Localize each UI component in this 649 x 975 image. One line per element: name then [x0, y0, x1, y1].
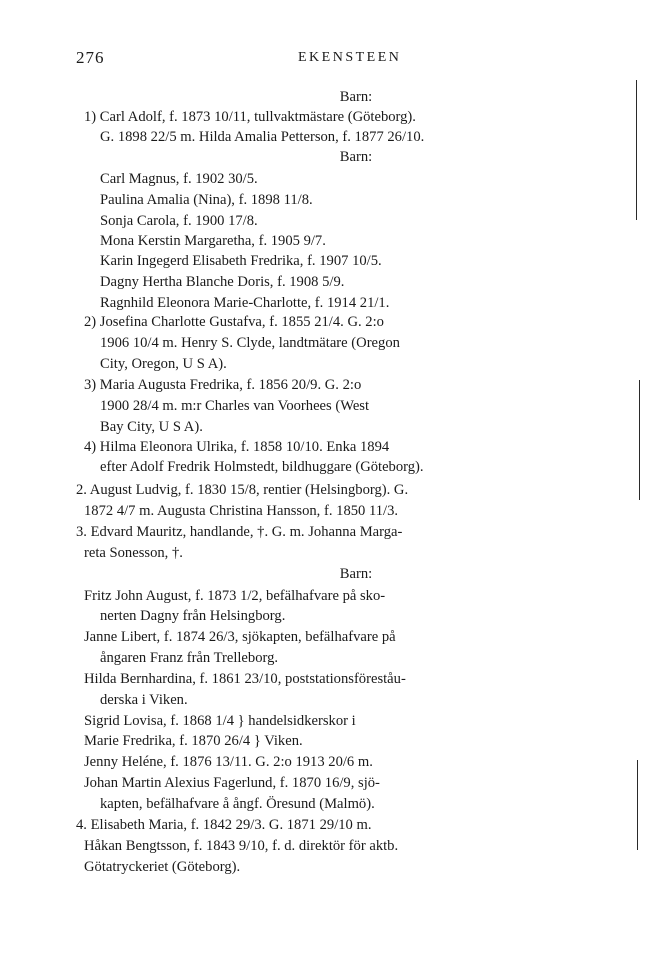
text-line: kapten, befälhafvare å ångf. Öresund (Malmö).	[100, 796, 375, 812]
page-edge-mark	[636, 80, 637, 220]
text-line: City, Oregon, U S A).	[100, 356, 227, 372]
text-line: Carl Magnus, f. 1902 30/5.	[100, 171, 258, 187]
text-line: Hilda Bernhardina, f. 1861 23/10, poststationsföreståu-	[84, 671, 406, 687]
text-line: reta Sonesson, †.	[84, 545, 183, 561]
text-line: 1906 10/4 m. Henry S. Clyde, landtmätare (Oregon	[100, 335, 400, 351]
page-edge-mark	[639, 380, 640, 500]
text-line: Mona Kerstin Margaretha, f. 1905 9/7.	[100, 233, 326, 249]
text-line: Fritz John August, f. 1873 1/2, befälhafvare på sko-	[84, 588, 386, 604]
text-line: G. 1898 22/5 m. Hilda Amalia Petterson, f. 1877 26/10.	[100, 129, 425, 145]
text-line: Håkan Bengtsson, f. 1843 9/10, f. d. direktör för aktb.	[84, 838, 399, 854]
text-line: Janne Libert, f. 1874 26/3, sjökapten, befälhafvare på	[84, 629, 396, 645]
text-line: Marie Fredrika, f. 1870 26/4 } Viken.	[84, 733, 303, 749]
page-number: 276	[76, 48, 105, 67]
text-line: Sonja Carola, f. 1900 17/8.	[100, 213, 258, 229]
text-line: 2) Josefina Charlotte Gustafva, f. 1855 21/4. G. 2:o	[84, 314, 384, 330]
text-line: Götatryckeriet (Göteborg).	[84, 859, 241, 875]
text-line: Dagny Hertha Blanche Doris, f. 1908 5/9.	[100, 274, 345, 290]
section-heading-barn: Barn:	[339, 89, 373, 105]
section-heading-barn: Barn:	[339, 566, 373, 582]
text-line: 1872 4/7 m. Augusta Christina Hansson, f. 1850 11/3.	[84, 503, 399, 519]
text-line: 1900 28/4 m. m:r Charles van Voorhees (West	[100, 398, 370, 414]
text-line: Sigrid Lovisa, f. 1868 1/4 } handelsidkerskor i	[84, 713, 356, 729]
text-line: 3) Maria Augusta Fredrika, f. 1856 20/9. G. 2:o	[84, 377, 362, 393]
text-line: 2. August Ludvig, f. 1830 15/8, rentier (Helsingborg). G.	[76, 482, 409, 498]
text-line: Bay City, U S A).	[100, 419, 203, 435]
text-line: Paulina Amalia (Nina), f. 1898 11/8.	[100, 192, 313, 208]
running-head: EKENSTEEN	[298, 50, 402, 65]
text-line: Ragnhild Eleonora Marie-Charlotte, f. 1914 21/1.	[100, 295, 390, 311]
text-line: Jenny Heléne, f. 1876 13/11. G. 2:o 1913 20/6 m.	[84, 754, 373, 770]
text-line: nerten Dagny från Helsingborg.	[100, 608, 286, 624]
section-heading-barn: Barn:	[339, 149, 373, 165]
text-line: 4. Elisabeth Maria, f. 1842 29/3. G. 1871 29/10 m.	[76, 817, 372, 833]
text-line: Karin Ingegerd Elisabeth Fredrika, f. 1907 10/5.	[100, 253, 382, 269]
text-line: derska i Viken.	[100, 692, 188, 708]
text-line: efter Adolf Fredrik Holmstedt, bildhuggare (Göteborg).	[100, 459, 424, 475]
text-line: 1) Carl Adolf, f. 1873 10/11, tullvaktmästare (Göteborg).	[84, 109, 416, 125]
page-edge-mark	[637, 760, 638, 850]
text-line: 4) Hilma Eleonora Ulrika, f. 1858 10/10. Enka 1894	[84, 439, 390, 455]
text-line: Johan Martin Alexius Fagerlund, f. 1870 16/9, sjö-	[84, 775, 380, 791]
page-header	[76, 48, 616, 70]
text-line: 3. Edvard Mauritz, handlande, †. G. m. Johanna Marga-	[76, 524, 403, 540]
text-line: ångaren Franz från Trelleborg.	[100, 650, 279, 666]
